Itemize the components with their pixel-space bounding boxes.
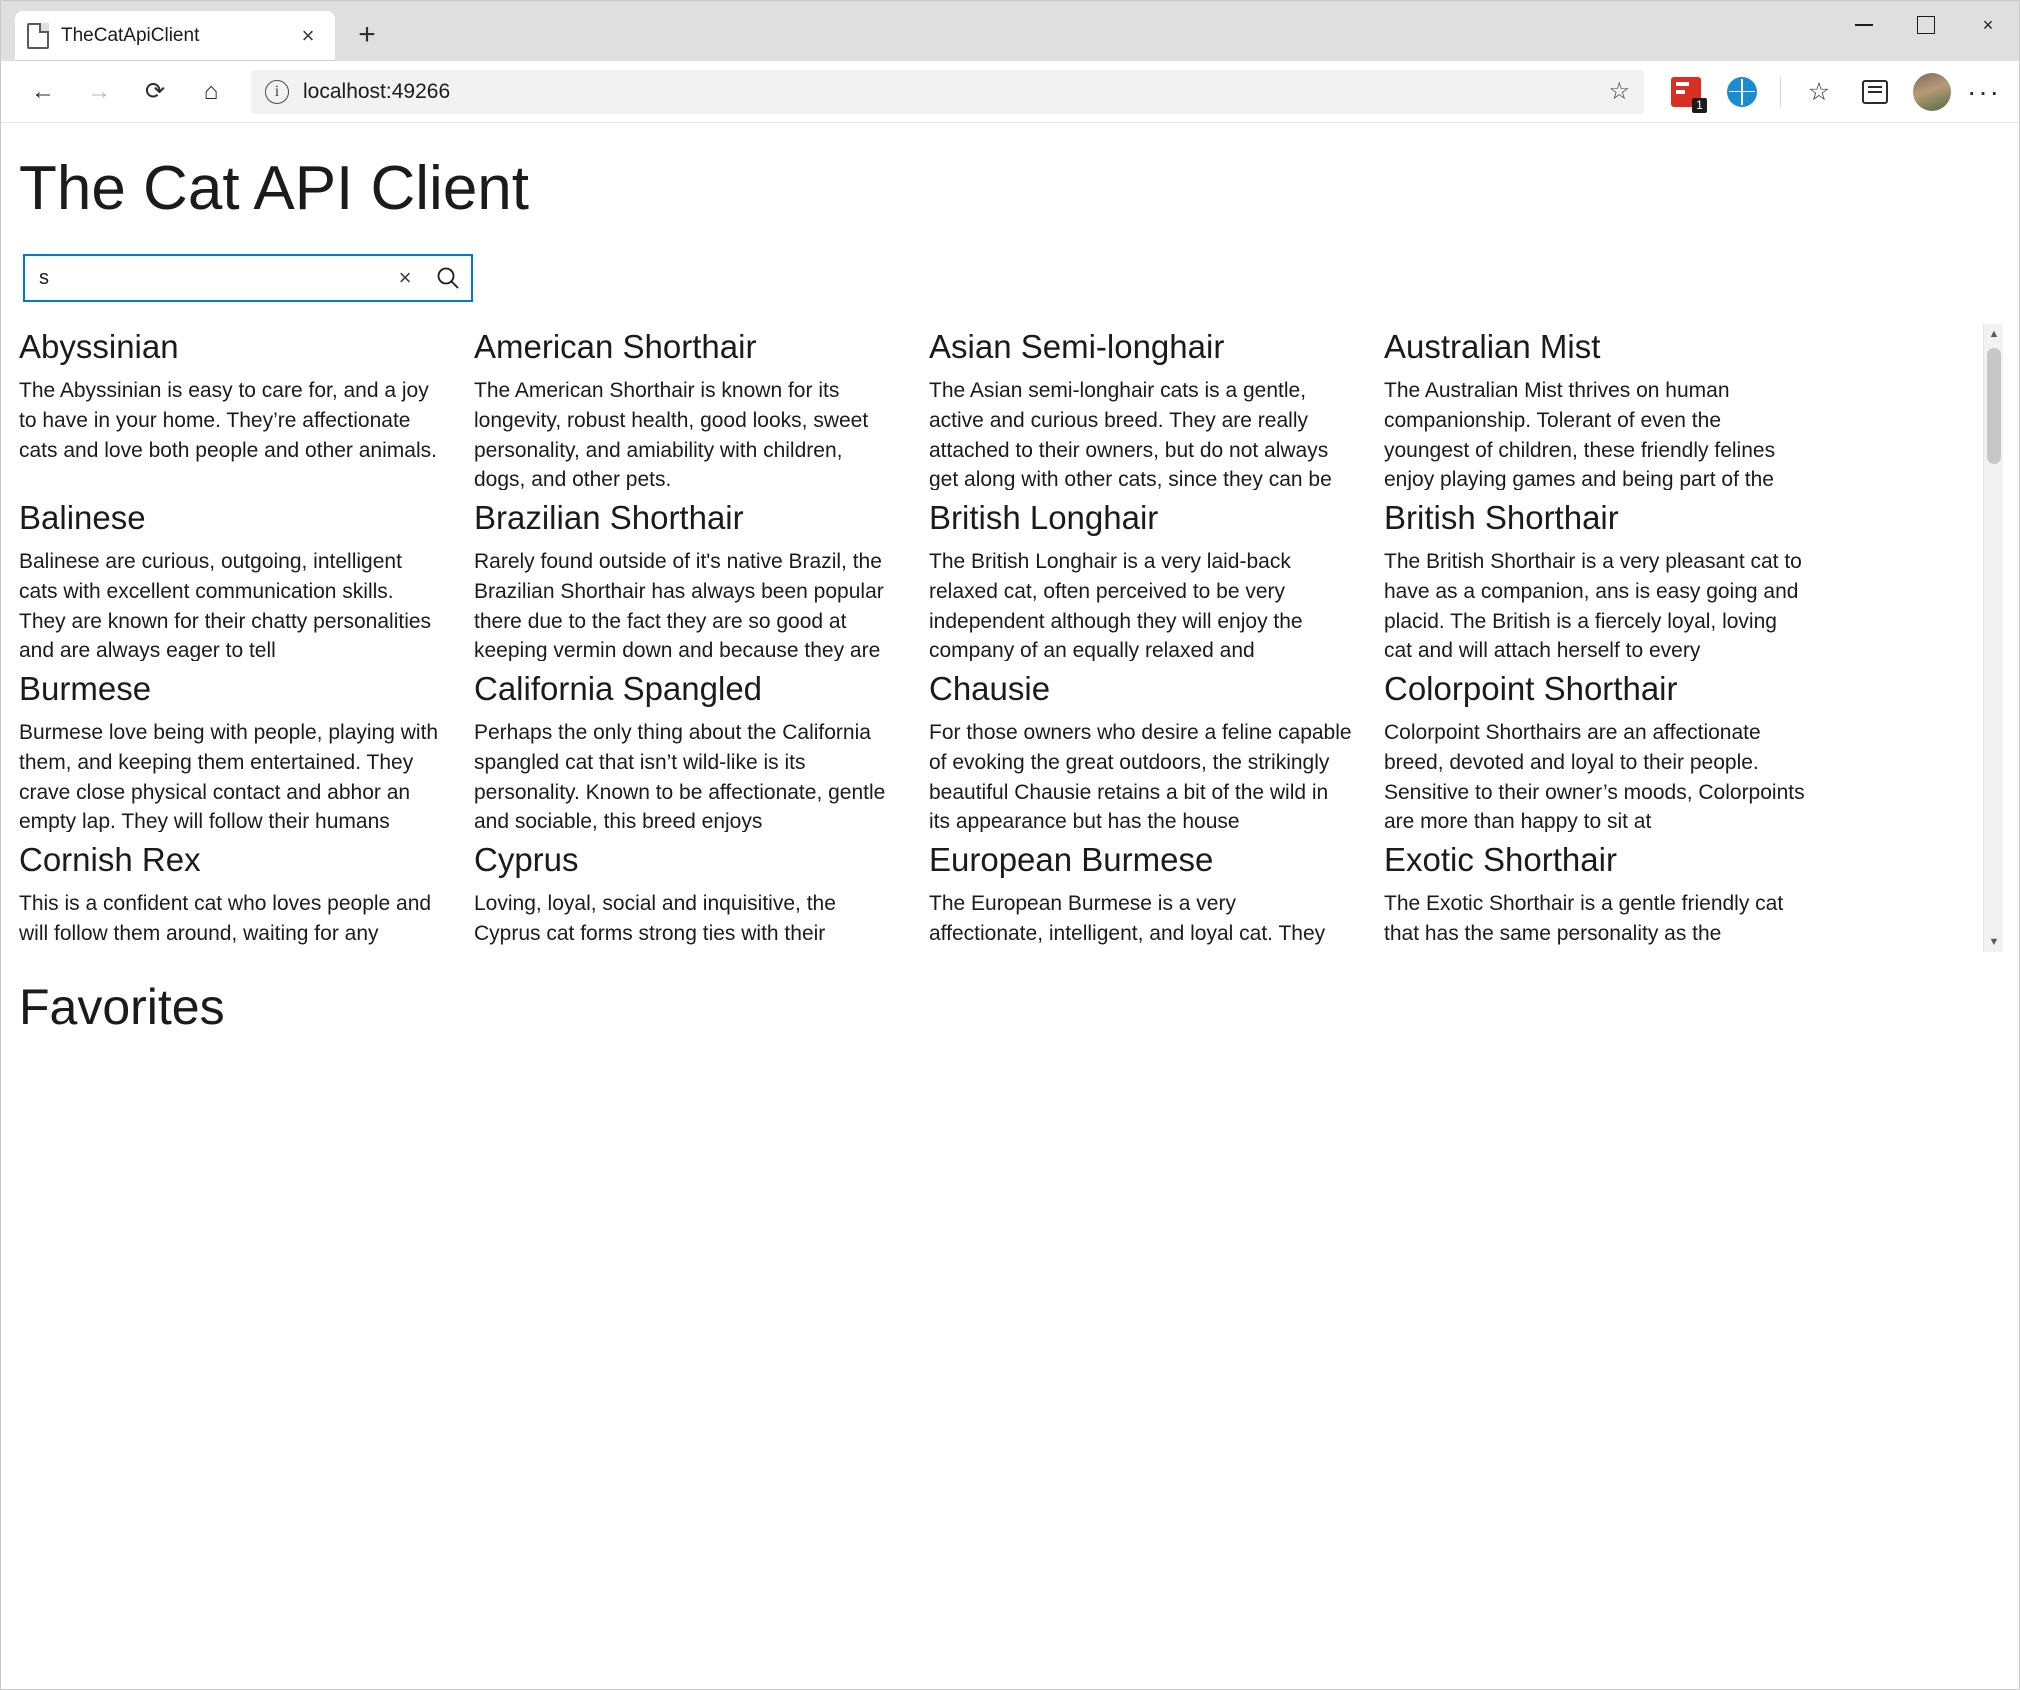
breed-name: American Shorthair	[474, 328, 757, 365]
breed-description: For those owners who desire a feline capable of evoking the great outdoors, the strikingly beautiful Chausie retains a bit of the wild in its appearance but has the house	[929, 720, 1352, 832]
browser-toolbar	[1, 61, 2019, 123]
list-item[interactable]	[474, 666, 929, 837]
breed-name: European Burmese	[929, 841, 1214, 878]
scroll-down-icon[interactable]: ▼	[1988, 936, 2000, 948]
new-tab-button[interactable]: +	[358, 18, 376, 51]
breed-name: Exotic Shorthair	[1384, 841, 1617, 878]
breed-name: Cyprus	[474, 841, 579, 878]
avatar[interactable]	[1913, 73, 1951, 111]
breed-description: The American Shorthair is known for its longevity, robust health, good looks, sweet personality, and amiability with children, dogs, and other pets.	[474, 378, 869, 490]
search-box[interactable]	[23, 254, 473, 302]
favorites-hub-icon[interactable]: ☆	[1807, 77, 1831, 106]
breed-description: Loving, loyal, social and inquisitive, the Cyprus cat forms strong ties with their	[474, 891, 836, 945]
breed-name: California Spangled	[474, 670, 763, 707]
back-icon[interactable]: ←	[31, 77, 55, 105]
breed-description: Colorpoint Shorthairs are an affectionate breed, devoted and loyal to their people. Sensitive to their owner’s moods, Colorpoints are more than happy to sit at	[1384, 720, 1805, 832]
minimize-button[interactable]	[1833, 1, 1895, 49]
breed-name: Colorpoint Shorthair	[1384, 670, 1678, 707]
breed-list-region	[1, 324, 2019, 952]
list-item[interactable]	[474, 324, 929, 495]
home-icon[interactable]: ⌂	[203, 77, 219, 105]
window-controls	[1833, 1, 2019, 49]
breed-description: The Abyssinian is easy to care for, and a joy to have in your home. They’re affectionate cats and love both people and other animals.	[19, 378, 437, 462]
page-content	[1, 123, 2019, 1690]
breed-name: Australian Mist	[1384, 328, 1601, 365]
list-item[interactable]	[19, 837, 474, 952]
extension-icon[interactable]	[1668, 74, 1704, 110]
url-port: :49266	[385, 79, 451, 103]
breed-name: Chausie	[929, 670, 1051, 707]
search-input[interactable]	[37, 256, 385, 300]
breed-name: Abyssinian	[19, 328, 179, 365]
list-item[interactable]	[929, 495, 1384, 666]
info-icon[interactable]: i	[265, 80, 289, 104]
breed-name: British Shorthair	[1384, 499, 1619, 536]
extension-badge: 1	[1692, 98, 1707, 113]
list-item[interactable]	[19, 324, 474, 495]
page-title: The Cat API Client	[19, 154, 530, 223]
breed-description: Perhaps the only thing about the California spangled cat that isn’t wild-like is its personality. Known to be affectionate, gentle and sociable, this breed enjoys	[474, 720, 886, 832]
list-item[interactable]	[929, 324, 1384, 495]
address-bar[interactable]	[251, 70, 1644, 114]
breed-description: The European Burmese is a very affectionate, intelligent, and loyal cat. They	[929, 891, 1326, 945]
list-item[interactable]	[19, 495, 474, 666]
breed-name: Cornish Rex	[19, 841, 201, 878]
maximize-button[interactable]	[1895, 1, 1957, 49]
scrollbar[interactable]	[1983, 324, 2003, 952]
breed-name: Asian Semi-longhair	[929, 328, 1225, 365]
list-item[interactable]	[474, 495, 929, 666]
breed-grid	[1, 324, 1961, 952]
collections-icon[interactable]	[1857, 74, 1893, 110]
toolbar-actions	[1658, 73, 2001, 111]
breed-name: British Longhair	[929, 499, 1159, 536]
breed-description: The Exotic Shorthair is a gentle friendly cat that has the same personality as the	[1384, 891, 1784, 945]
list-item[interactable]	[1384, 495, 1839, 666]
url-host: localhost	[303, 79, 386, 103]
search-icon[interactable]	[425, 256, 471, 300]
globe-icon	[1727, 77, 1757, 107]
scrollbar-thumb[interactable]	[1987, 348, 2001, 464]
list-item[interactable]	[19, 666, 474, 837]
breed-description: The British Longhair is a very laid-back relaxed cat, often perceived to be very independent although they will enjoy the company of an equally relaxed and	[929, 549, 1303, 661]
url-text	[303, 80, 1599, 104]
clear-icon[interactable]: ×	[398, 265, 412, 290]
breed-name: Balinese	[19, 499, 146, 536]
breed-description: The Asian semi-longhair cats is a gentle, active and curious breed. They are really attached to their owners, but do not always get along with other cats, since they can be	[929, 378, 1332, 490]
close-window-button[interactable]: ×	[1982, 14, 1994, 35]
list-item[interactable]	[1384, 324, 1839, 495]
breed-description: Balinese are curious, outgoing, intelligent cats with excellent communication skills. They are known for their chatty personalities and are always eager to tell	[19, 549, 432, 661]
refresh-icon[interactable]: ⟳	[144, 78, 166, 105]
breed-description: The British Shorthair is a very pleasant cat to have as a companion, ans is easy going and placid. The British is a fiercely loyal, loving cat and will attach herself to every	[1384, 549, 1802, 661]
list-item[interactable]	[929, 837, 1384, 952]
list-item[interactable]	[1384, 837, 1839, 952]
forward-icon[interactable]: →	[87, 77, 111, 105]
globe-extension-icon[interactable]	[1724, 74, 1760, 110]
scroll-up-icon[interactable]: ▲	[1988, 328, 2000, 340]
breed-name: Burmese	[19, 670, 152, 707]
close-icon[interactable]: ×	[301, 23, 315, 48]
breed-description: Rarely found outside of it's native Brazil, the Brazilian Shorthair has always been popular there due to the fact they are so good at keeping vermin down and because they are	[474, 549, 884, 661]
favorites-heading: Favorites	[19, 979, 225, 1035]
breed-description: Burmese love being with people, playing with them, and keeping them entertained. They crave close physical contact and abhor an empty lap. They will follow their humans	[19, 720, 439, 832]
page-icon	[27, 23, 49, 49]
toolbar-divider	[1780, 77, 1781, 107]
breed-description: The Australian Mist thrives on human companionship. Tolerant of even the youngest of children, these friendly felines enjoy playing games and being part of the	[1384, 378, 1776, 490]
title-bar	[1, 1, 2019, 61]
list-item[interactable]	[929, 666, 1384, 837]
list-item[interactable]	[1384, 666, 1839, 837]
star-icon[interactable]: ☆	[1608, 78, 1631, 105]
collections-glyph	[1862, 80, 1888, 104]
breed-description: This is a confident cat who loves people and will follow them around, waiting for any	[19, 891, 432, 945]
tab-title: TheCatApiClient	[61, 25, 200, 46]
search-row	[23, 254, 2019, 302]
browser-tab[interactable]	[15, 11, 335, 61]
breed-name: Brazilian Shorthair	[474, 499, 744, 536]
list-item[interactable]	[474, 837, 929, 952]
more-icon[interactable]: ···	[1967, 75, 2001, 107]
